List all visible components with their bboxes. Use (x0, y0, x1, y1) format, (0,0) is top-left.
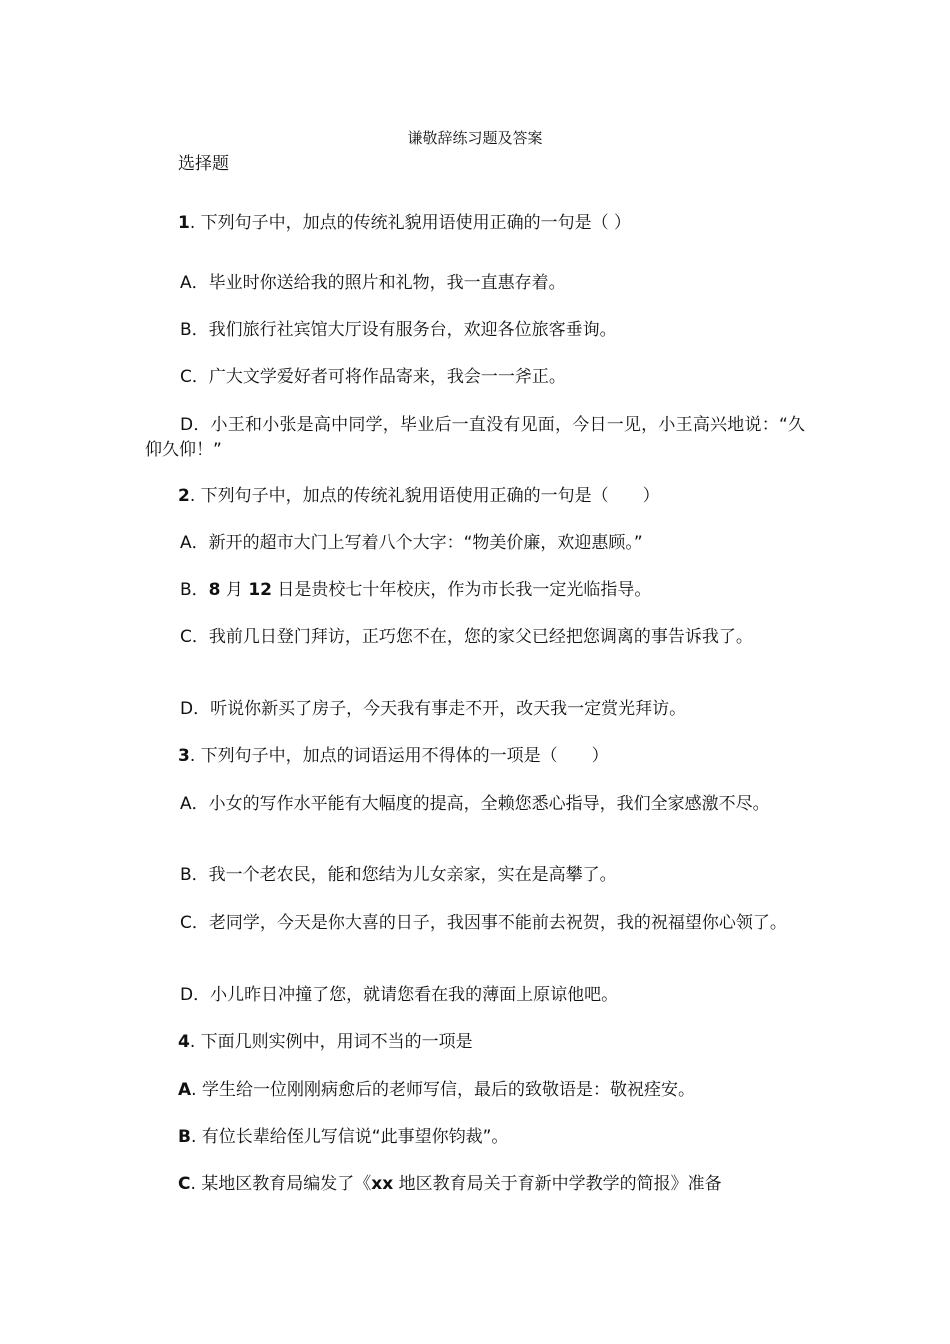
question-4-stem (145, 1030, 805, 1055)
question-1-option-d: D．小王和小张是高中同学，毕业后一直没有见面，今日一见，小王高兴地说：“久仰久仰！” (145, 415, 805, 460)
question-2-stem (145, 484, 805, 509)
question-1-option-c: C．广大文学爱好者可将作品寄来，我会一一斧正。 (180, 367, 566, 387)
option-label: B． (180, 580, 209, 600)
question-4-option-a (145, 1078, 805, 1103)
option-a-text: . 学生给一位刚刚病愈后的老师写信，最后的致敬语是：敬祝痊安。 (191, 1080, 695, 1100)
question-4-number: 4 (178, 1032, 190, 1052)
question-3-number: 3 (178, 746, 190, 766)
date-day-number: 12 (248, 580, 272, 600)
question-1-text: . 下列句子中，加点的传统礼貌用语使用正确的一句是（ ） (189, 213, 632, 233)
question-3-option-b: B．我一个老农民，能和您结为儿女亲家，实在是高攀了。 (180, 865, 617, 885)
question-2-number: 2 (178, 486, 190, 506)
option-a-label: A (178, 1080, 192, 1100)
question-3-text: . 下列句子中，加点的词语运用不得体的一项是（ ） (189, 746, 609, 766)
date-month-number: 8 (208, 580, 221, 600)
question-3-option-c: C．老同学，今天是你大喜的日子，我因事不能前去祝贺，我的祝福望你心领了。 (180, 913, 787, 933)
option-b-label: B (178, 1127, 191, 1147)
question-4-option-b (145, 1125, 805, 1150)
question-1-number: 1 (178, 213, 190, 233)
question-2-option-b (145, 578, 805, 603)
question-1-option-a: A．毕业时你送给我的照片和礼物，我一直惠存着。 (180, 273, 566, 293)
question-4-text: . 下面几则实例中，用词不当的一项是 (189, 1032, 473, 1052)
section-heading: 选择题 (178, 154, 229, 174)
option-b-text: . 有位长辈给侄儿写信说“此事望你钧裁”。 (190, 1127, 509, 1147)
option-c-text-start: . 某地区教育局编发了《 (190, 1174, 372, 1194)
option-c-placeholder: xx (371, 1174, 394, 1194)
option-text: 日是贵校七十年校庆，作为市长我一定光临指导。 (272, 580, 652, 600)
document-title: 谦敬辞练习题及答案 (407, 129, 543, 147)
question-3-option-d: D．小儿昨日冲撞了您，就请您看在我的薄面上原谅他吧。 (180, 985, 619, 1005)
date-month-unit: 月 (220, 580, 249, 600)
question-1-stem (145, 211, 805, 236)
question-4-option-c (145, 1172, 805, 1197)
question-2-option-d: D．听说你新买了房子，今天我有事走不开，改天我一定赏光拜访。 (180, 699, 687, 719)
question-2-option-a: A．新开的超市大门上写着八个大字：“物美价廉，欢迎惠顾。” (180, 533, 643, 553)
question-2-text: . 下列句子中，加点的传统礼貌用语使用正确的一句是（ ） (189, 486, 660, 506)
question-3-stem (145, 744, 805, 769)
option-c-label: C (178, 1174, 191, 1194)
option-c-text-end: 地区教育局关于育新中学教学的简报》准备 (393, 1174, 722, 1194)
question-2-option-c: C．我前几日登门拜访，正巧您不在，您的家父已经把您调离的事告诉我了。 (180, 627, 753, 647)
question-3-option-a: A．小女的写作水平能有大幅度的提高，全赖您悉心指导，我们全家感激不尽。 (180, 794, 770, 814)
question-1-option-b: B．我们旅行社宾馆大厅设有服务台，欢迎各位旅客垂询。 (180, 320, 617, 340)
